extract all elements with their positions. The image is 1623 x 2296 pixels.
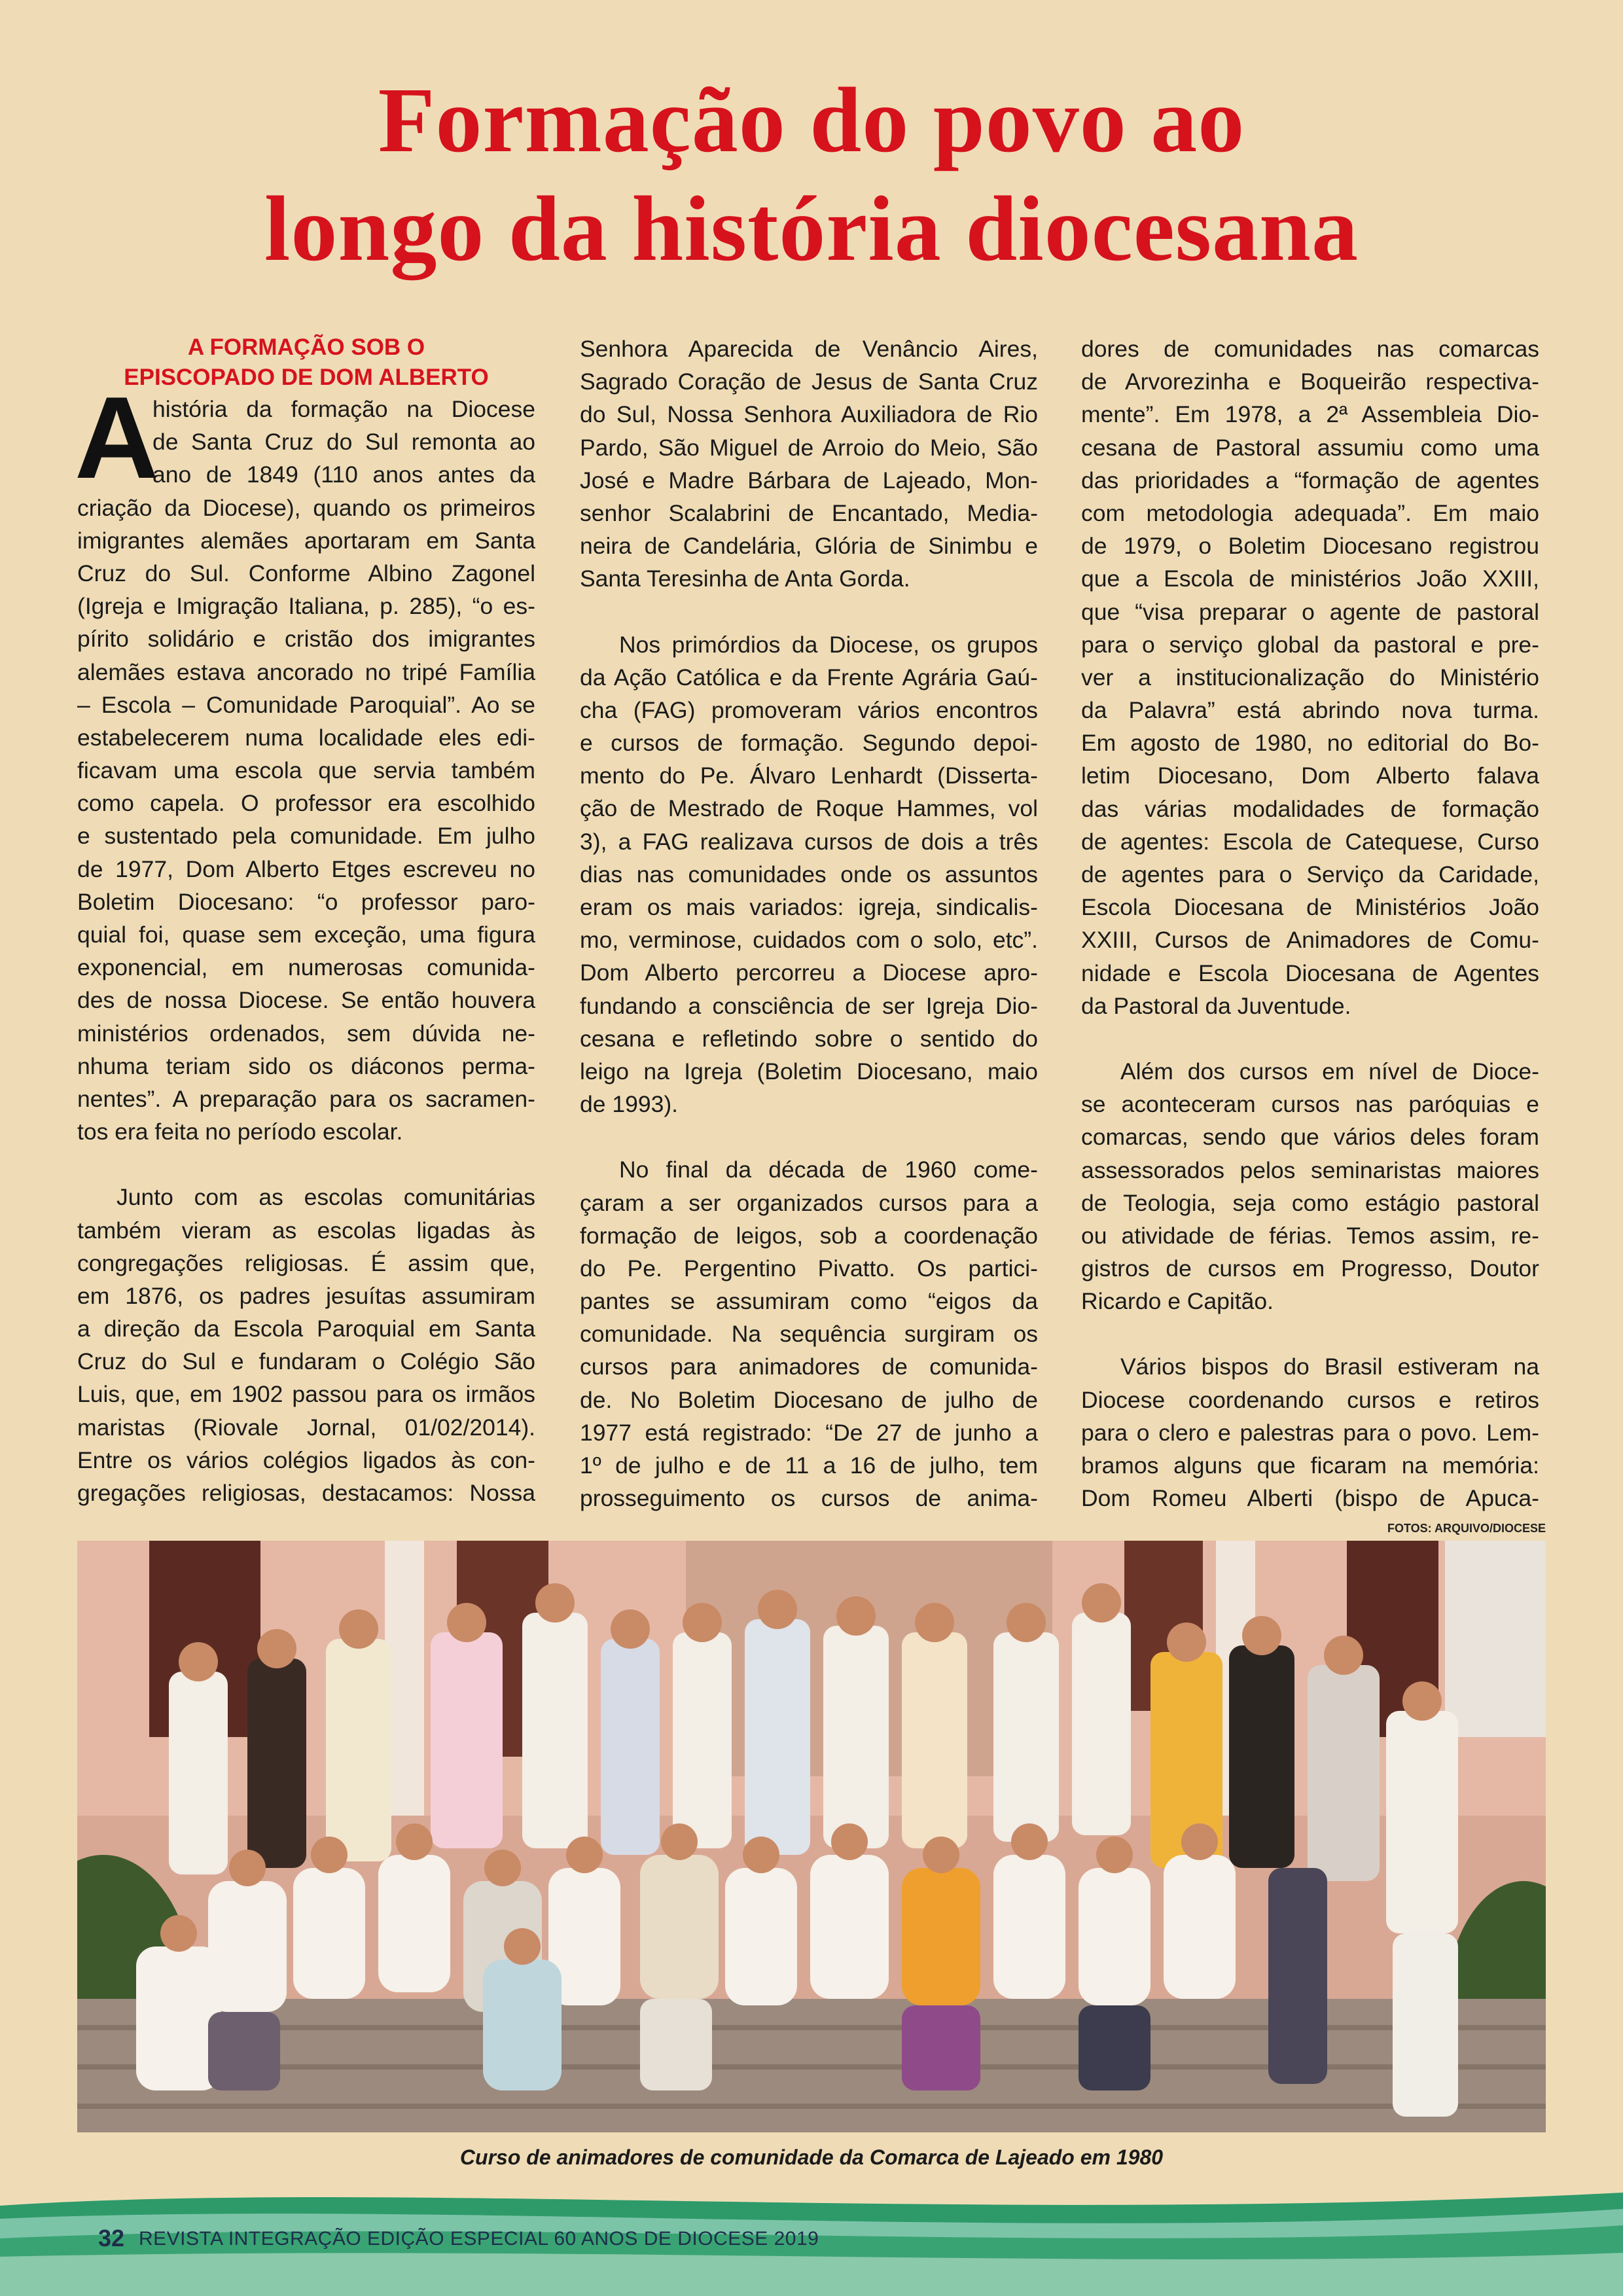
text-line: estabelecerem numa localidade eles edi- [77,724,535,751]
text-line: des de nossa Diocese. Se então houvera [77,987,535,1014]
text-line: eram os mais variados: igreja, sindicalis- [580,894,1038,920]
group-photo [77,1541,1546,2132]
text-line: çaram a ser organizados cursos para a [580,1189,1038,1216]
text-line: ano de 1849 (110 anos antes da [152,461,535,488]
photo-caption: Curso de animadores de comunidade da Comarca de Lajeado em 1980 [459,2145,1164,2169]
text-line: de 1979, o Boletim Diocesano registrou [1081,533,1539,560]
text-line: ou atividade de férias. Temos assim, re- [1081,1222,1539,1249]
text-line: pantes se assumiram como “eigos da [580,1288,1038,1315]
text-line: cesana de Pastoral assumiu como uma [1081,434,1539,461]
text-line: mento do Pe. Álvaro Lenhardt (Disserta- [580,762,1038,789]
text-line: de Arvorezinha e Boqueirão respectiva- [1081,368,1539,395]
text-line: Escola Diocesana de Ministérios João [1081,894,1539,921]
text-line: história da formação na Diocese [152,396,535,422]
text-column-1 [77,332,535,1509]
text-line: nentes”. A preparação para os sacramen- [77,1085,535,1112]
text-line: de agentes para o Serviço da Caridade, [1081,861,1539,888]
text-line: Pardo, São Miguel de Arroio do Meio, São [580,434,1038,461]
text-line: ficavam uma escola que servia também [77,757,535,784]
text-line: Sagrado Coração de Jesus de Santa Cruz [580,368,1038,395]
text-line: Cruz do Sul e fundaram o Colégio São [77,1348,535,1375]
text-line: do Sul, Nossa Senhora Auxiliadora de Rio [580,401,1038,428]
text-line: No final da década de 1960 come- [619,1157,1038,1183]
text-line: Boletim Diocesano: “o professor paro- [77,888,535,915]
footer-publication [98,2228,819,2250]
text-line: cha (FAG) promoveram vários encontros [580,696,1038,723]
text-line: nidade e Escola Diocesana de Agentes [1081,960,1539,986]
title-line-2: longo da história diocesana [264,177,1359,280]
text-line: para o clero e palestras para o povo. Lem- [1081,1419,1539,1446]
text-line: dias nas comunidades onde os assuntos [580,861,1038,888]
text-line: 1º de julho e de 11 a 16 de julho, tem [580,1452,1038,1479]
text-line: Além dos cursos em nível de Dioce- [1120,1058,1539,1085]
text-line: Santa Teresinha de Anta Gorda. [580,565,910,592]
text-line: quial foi, quase sem exceção, uma figura [77,922,535,948]
paragraph-5 [580,1153,1038,1515]
text-line: Ricardo e Capitão. [1081,1288,1274,1315]
text-line: assessorados pelos seminaristas maiores [1081,1157,1539,1183]
text-line: leigo na Igreja (Boletim Diocesano, maio [580,1058,1038,1085]
drop-cap: A [75,372,159,503]
text-line: Entre os vários colégios ligados às con- [77,1446,535,1473]
text-line: do Pe. Pergentino Pivatto. Os partici- [580,1255,1038,1282]
paragraph-4 [580,628,1038,1121]
text-line: ção de Mestrado de Roque Hammes, vol [580,795,1038,822]
subhead-line-1: A FORMAÇÃO SOB O [187,334,425,360]
text-line: mo, verminose, cuidados com o solo, etc”. [580,927,1038,954]
text-line: prosseguimento os cursos de anima- [580,1485,1038,1512]
text-line: da Pastoral da Juventude. [1081,992,1351,1019]
text-line: Diocese coordenando cursos e retiros [1081,1386,1539,1413]
text-line: da Palavra” está abrindo nova turma. [1081,697,1539,724]
text-line: de Santa Cruz do Sul remonta ao [152,429,535,456]
text-line: a direção da Escola Paroquial em Santa [77,1316,535,1342]
text-line: imigrantes alemães aportaram em Santa [77,527,535,554]
text-line: Luis, que, em 1902 passou para os irmãos [77,1381,535,1408]
text-column-2 [580,332,1038,1515]
text-line: de 1993). [580,1091,679,1118]
text-line: letim Diocesano, Dom Alberto falava [1081,762,1539,789]
text-line: com metodologia adequada”. Em maio [1081,499,1539,526]
subhead-line-2: EPISCOPADO DE DOM ALBERTO [124,365,489,390]
text-line: de Teologia, seja como estágio pastoral [1081,1189,1539,1216]
text-line: que “visa preparar o agente de pastoral [1081,598,1539,625]
text-line: como capela. O professor era escolhido [77,790,535,817]
text-line: gregações religiosas, destacamos: Nossa [77,1480,535,1506]
text-line: das prioridades a “formação de agentes [1081,467,1539,493]
text-line: criação da Diocese), quando os primeiros [77,494,535,521]
text-line: bramos alguns que ficaram na memória: [1081,1452,1539,1479]
text-line: também vieram as escolas ligadas às [77,1217,535,1244]
text-line: pírito solidário e cristão dos imigrantes [77,626,535,653]
text-line: e sustentado pela comunidade. Em julho [77,823,535,850]
article-title [0,65,1623,283]
photo-credit: FOTOS: ARQUIVO/DIOCESE [1387,1522,1546,1535]
text-line: formação de leigos, sob a coordenação [580,1222,1038,1249]
text-line: exponencial, em numerosas comunida- [77,954,535,981]
paragraph-2 [77,1181,535,1509]
page-number: 32 [98,2225,125,2251]
text-line: dores de comunidades nas comarcas [1081,336,1539,362]
text-line: Dom Alberto percorreu a Diocese apro- [580,960,1038,986]
text-line: Vários bispos do Brasil estiveram na [1120,1354,1539,1380]
paragraph-7 [1081,1055,1539,1318]
text-line: das várias modalidades de formação [1081,795,1539,822]
text-line: alemães estava ancorado no tripé Família [77,658,535,685]
text-line: – Escola – Comunidade Paroquial”. Ao se [77,691,535,718]
text-line: em 1876, os padres jesuítas assumiram [77,1282,535,1309]
text-line: Senhora Aparecida de Venâncio Aires, [580,336,1038,362]
text-line: neira de Candelária, Glória de Sinimbu e [580,533,1038,560]
text-line: de 1977, Dom Alberto Etges escreveu no [77,855,535,882]
text-line: Em agosto de 1980, no editorial do Bo- [1081,730,1539,757]
text-line: de agentes: Escola de Catequese, Curso [1081,828,1539,855]
text-line: gistros de cursos em Progresso, Doutor [1081,1255,1539,1282]
text-line: tos era feita no período escolar. [77,1119,403,1145]
paragraph-1 [77,492,535,1149]
text-line: XXIII, Cursos de Animadores de Comu- [1081,927,1539,954]
text-line: 1977 está registrado: “De 27 de junho a [580,1419,1038,1446]
publication-name: REVISTA INTEGRAÇÃO EDIÇÃO ESPECIAL 60 ANOS DE DIOCESE 2019 [139,2228,819,2250]
text-line: Dom Romeu Alberti (bispo de Apuca- [1081,1485,1539,1512]
text-line: que a Escola de ministérios João XXIII, [1081,565,1539,592]
text-line: Nos primórdios da Diocese, os grupos [619,631,1038,658]
text-column-3 [1081,332,1539,1515]
text-line: da Ação Católica e da Frente Agrária Gaú- [580,664,1038,691]
text-line: Cruz do Sul. Conforme Albino Zagonel [77,560,535,586]
text-line: cesana e refletindo sobre o sentido do [580,1025,1038,1052]
text-line: cursos para animadores de comunida- [580,1354,1038,1380]
group-photo-illustration [77,1541,1546,2132]
text-line: de. No Boletim Diocesano de julho de [580,1386,1038,1413]
title-line-1: Formação do povo ao [378,68,1245,171]
text-line: fundando a consciência de ser Igreja Dio- [580,992,1038,1019]
paragraph-3 [580,332,1038,596]
paragraph-8 [1081,1350,1539,1515]
text-line: (Igreja e Imigração Italiana, p. 285), “o es- [77,593,535,620]
text-line: ver a institucionalização do Ministério [1081,664,1539,691]
text-line: mente”. Em 1978, a 2ª Assembleia Dio- [1081,401,1539,428]
text-line: comarcas, sendo que vários deles foram [1081,1124,1539,1151]
text-line: José e Madre Bárbara de Lajeado, Mon- [580,467,1038,493]
text-line: maristas (Riovale Jornal, 01/02/2014). [77,1414,535,1441]
paragraph-6 [1081,332,1539,1022]
text-line: comunidade. Na sequência surgiram os [580,1321,1038,1348]
text-line: se aconteceram cursos nas paróquias e [1081,1091,1539,1118]
text-line: Junto com as escolas comunitárias [116,1184,535,1211]
text-line: 3), a FAG realizava cursos de dois a três [580,828,1038,855]
text-line: ministérios ordenados, sem dúvida ne- [77,1020,535,1047]
text-line: para o serviço global da pastoral e pre- [1081,631,1539,658]
text-line: senhor Scalabrini de Encantado, Media- [580,499,1038,526]
text-line: congregações religiosas. É assim que, [77,1249,535,1276]
text-line: e cursos de formação. Segundo depoi- [580,730,1038,757]
text-line: nhuma teriam sido os diáconos perma- [77,1052,535,1079]
